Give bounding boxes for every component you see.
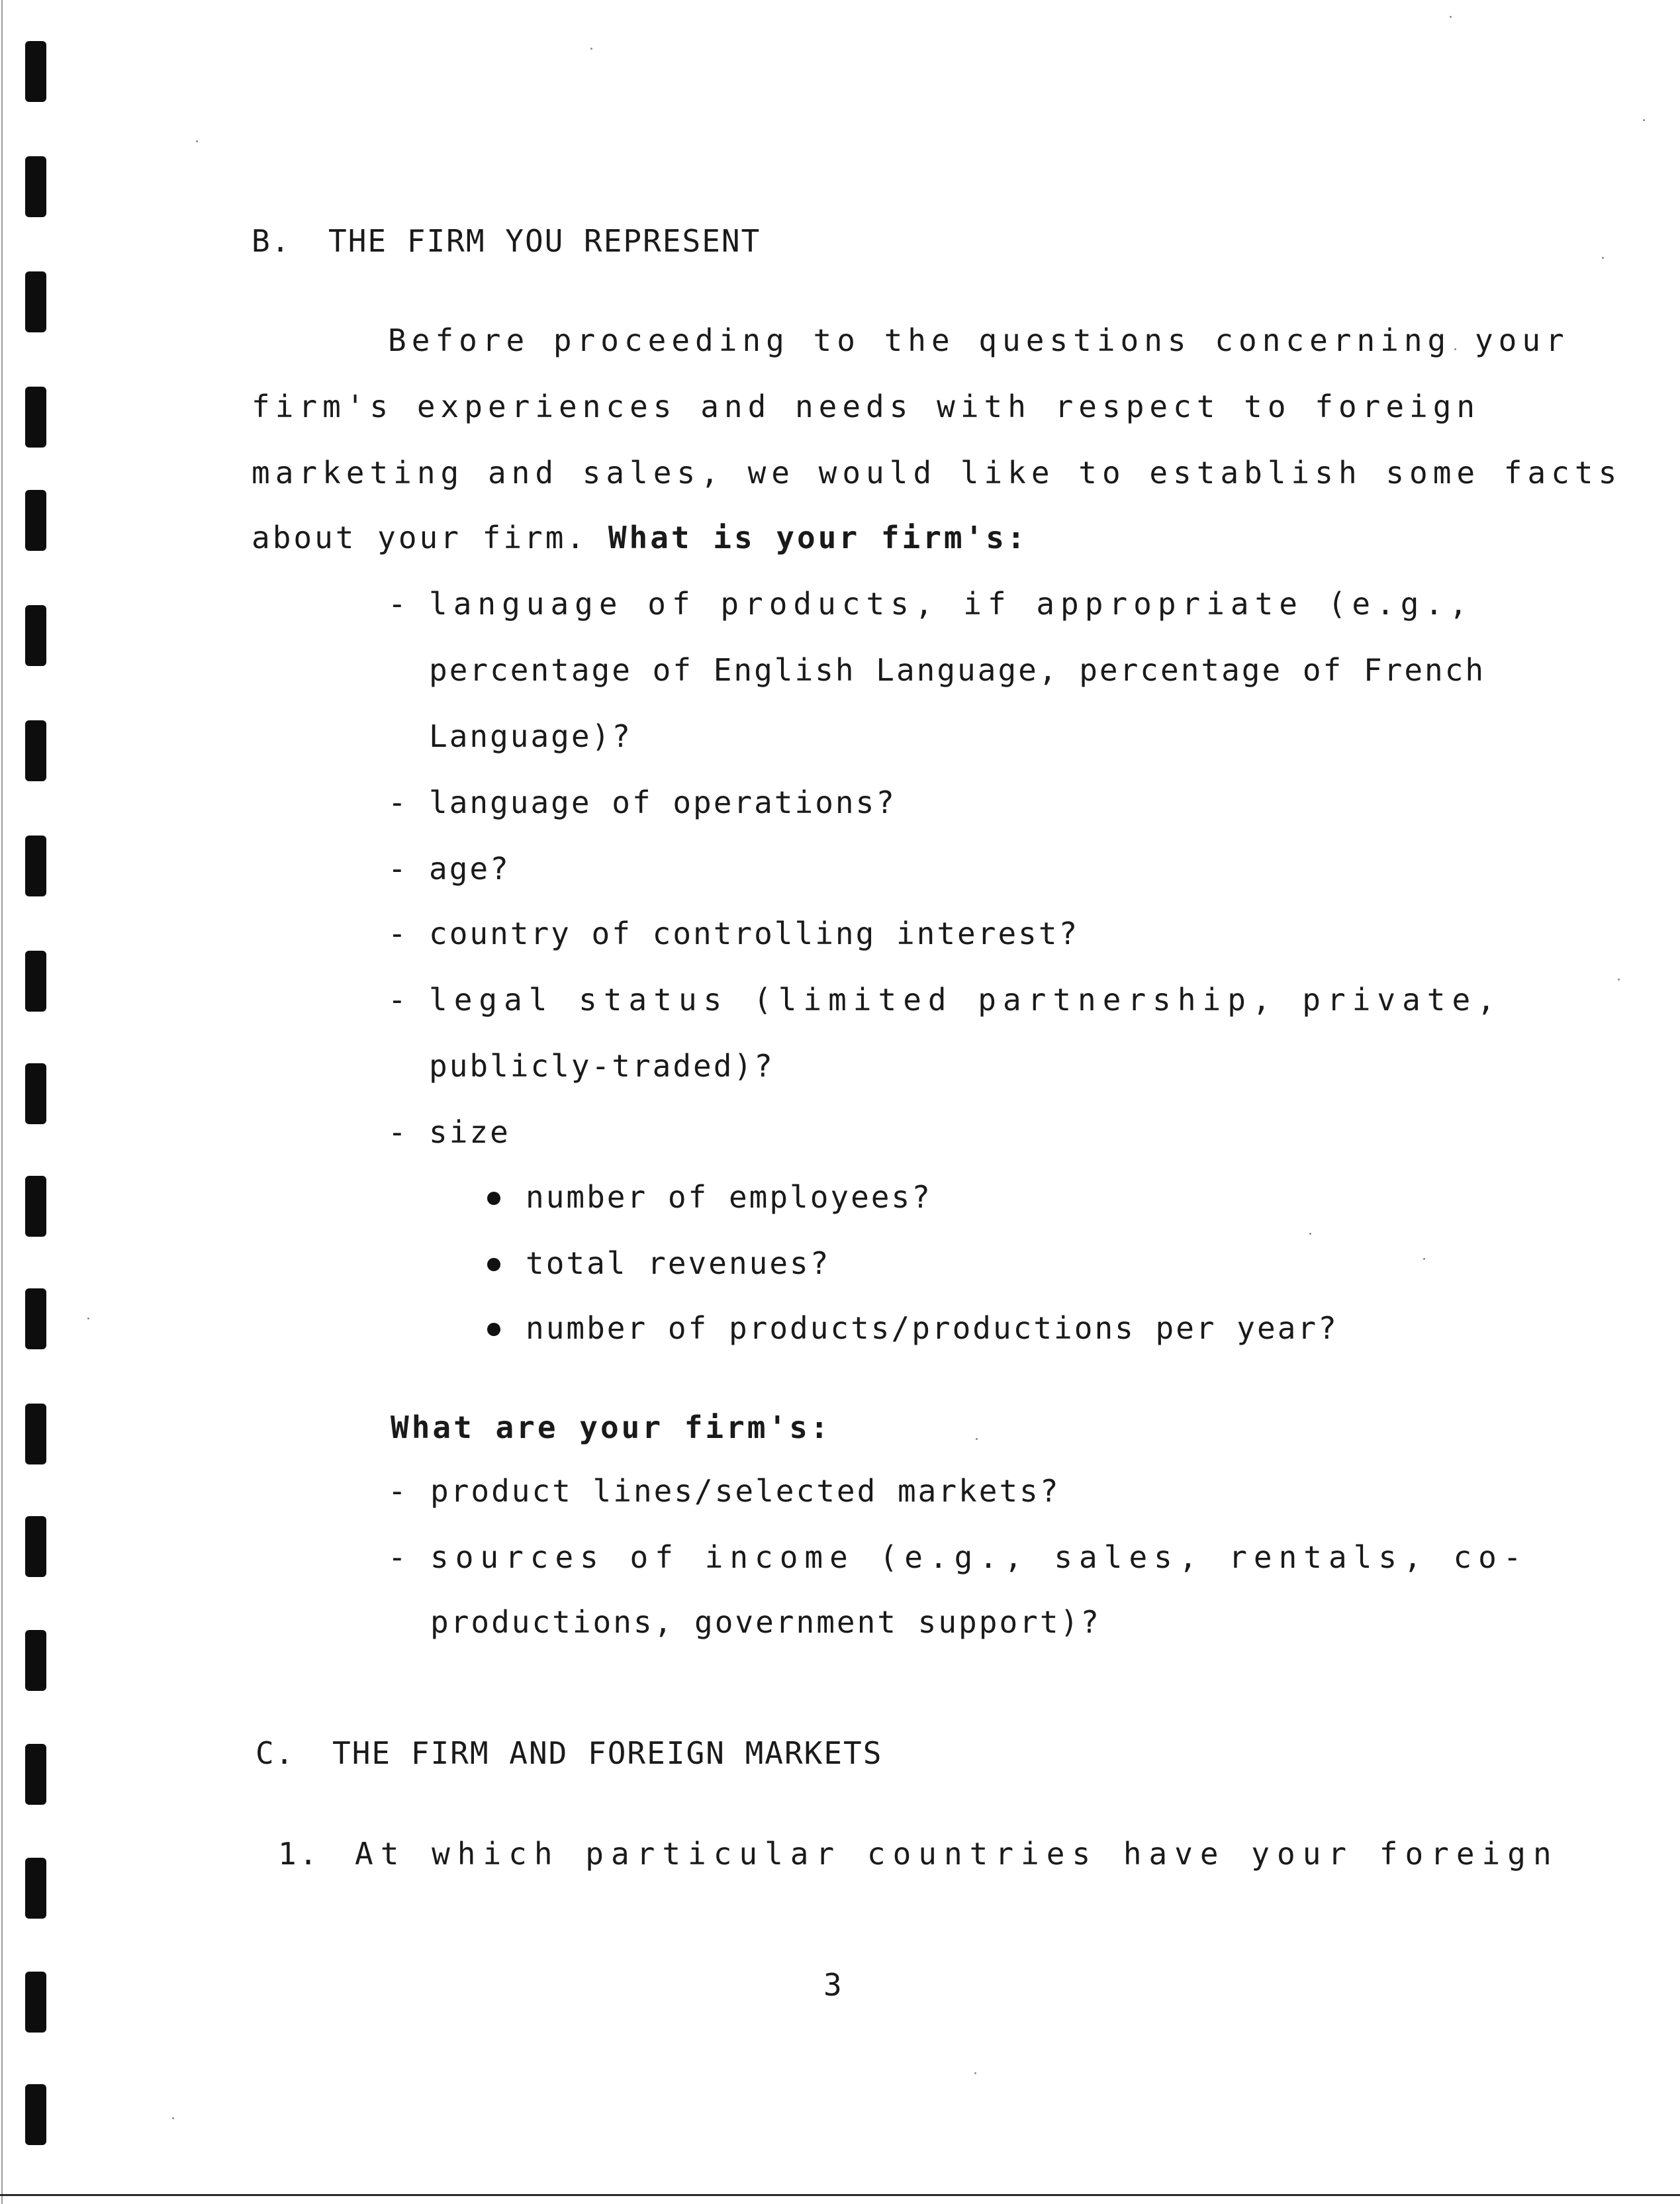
binding-hole bbox=[25, 41, 46, 102]
bullet-dot bbox=[487, 1258, 500, 1271]
item-language-products-line-1: language of products, if appropriate (e.g., bbox=[429, 586, 1473, 622]
bullet-dot bbox=[487, 1323, 500, 1336]
scan-speck bbox=[1309, 1233, 1311, 1235]
binding-hole bbox=[25, 387, 46, 448]
scan-speck bbox=[172, 2117, 174, 2119]
intro-line-4-plain: about your firm. bbox=[252, 520, 588, 555]
size-bullet-revenues: total revenues? bbox=[526, 1245, 831, 1281]
scan-speck bbox=[196, 140, 198, 142]
intro-line-3: marketing and sales, we would like to establish some facts bbox=[252, 455, 1622, 491]
item-legal-status-line-1: legal status (limited partnership, private, bbox=[429, 982, 1502, 1018]
binding-hole bbox=[25, 605, 46, 666]
intro-line-1: Before proceeding to the questions concerning your bbox=[388, 322, 1569, 358]
question-1-text: At which particular countries have your foreign bbox=[355, 1836, 1559, 1872]
item-size: size bbox=[429, 1114, 510, 1150]
scan-speck bbox=[974, 2072, 976, 2074]
list-dash: - bbox=[388, 1539, 406, 1575]
binding-hole bbox=[25, 271, 46, 332]
binding-strip bbox=[0, 0, 73, 2204]
item-language-operations: language of operations? bbox=[429, 785, 896, 820]
item-country: country of controlling interest? bbox=[429, 916, 1080, 951]
binding-hole bbox=[25, 1972, 46, 2033]
binding-hole bbox=[25, 156, 46, 217]
page-number: 3 bbox=[823, 1967, 842, 2003]
list-dash: - bbox=[388, 982, 406, 1018]
scan-speck bbox=[1602, 257, 1604, 259]
size-bullet-employees: number of employees? bbox=[526, 1179, 932, 1215]
binding-hole bbox=[25, 951, 46, 1012]
intro-line-4 bbox=[252, 518, 1028, 557]
bullet-dot bbox=[487, 1192, 500, 1205]
scan-speck bbox=[1423, 1258, 1425, 1260]
binding-hole bbox=[25, 490, 46, 551]
list-dash: - bbox=[388, 1114, 406, 1150]
binding-hole bbox=[25, 720, 46, 781]
page-edge bbox=[1, 0, 3, 2204]
binding-hole bbox=[25, 1516, 46, 1577]
item-language-products-line-3: Language)? bbox=[429, 718, 632, 754]
binding-hole bbox=[25, 1858, 46, 1919]
item-sources-income-line-2: productions, government support)? bbox=[430, 1604, 1101, 1640]
scan-speck bbox=[976, 1438, 978, 1440]
scan-speck bbox=[590, 48, 592, 50]
intro-line-2: firm's experiences and needs with respect to foreign bbox=[252, 389, 1481, 424]
item-sources-income-line-1: sources of income (e.g., sales, rentals, co- bbox=[430, 1539, 1528, 1575]
size-bullet-products: number of products/productions per year? bbox=[526, 1310, 1338, 1346]
question-what-are-your-firms: What are your firm's: bbox=[391, 1410, 831, 1445]
scan-speck bbox=[1450, 16, 1452, 18]
page-edge bbox=[0, 2194, 1680, 2196]
list-dash: - bbox=[388, 1473, 406, 1509]
binding-hole bbox=[25, 1288, 46, 1349]
scan-speck bbox=[1618, 979, 1620, 981]
binding-hole bbox=[25, 836, 46, 896]
section-c-title: THE FIRM AND FOREIGN MARKETS bbox=[332, 1735, 883, 1771]
question-what-is-your-firm: What is your firm's: bbox=[608, 520, 1028, 555]
section-c-letter: C. bbox=[256, 1735, 295, 1771]
binding-hole bbox=[25, 1630, 46, 1691]
section-b-title: THE FIRM YOU REPRESENT bbox=[328, 223, 761, 259]
list-dash: - bbox=[388, 586, 406, 622]
list-dash: - bbox=[388, 916, 406, 951]
item-legal-status-line-2: publicly-traded)? bbox=[429, 1048, 774, 1084]
section-b-letter: B. bbox=[252, 223, 291, 259]
binding-hole bbox=[25, 1404, 46, 1464]
question-1-number: 1. bbox=[278, 1836, 320, 1872]
binding-hole bbox=[25, 2084, 46, 2145]
item-age: age? bbox=[429, 851, 510, 886]
binding-hole bbox=[25, 1744, 46, 1805]
binding-hole bbox=[25, 1176, 46, 1237]
binding-hole bbox=[25, 1063, 46, 1124]
item-product-lines: product lines/selected markets? bbox=[430, 1473, 1060, 1509]
scan-speck bbox=[1643, 119, 1645, 121]
scan-speck bbox=[87, 1318, 89, 1319]
item-language-products-line-2: percentage of English Language, percentage of French bbox=[429, 652, 1486, 688]
list-dash: - bbox=[388, 851, 406, 886]
list-dash: - bbox=[388, 785, 406, 820]
